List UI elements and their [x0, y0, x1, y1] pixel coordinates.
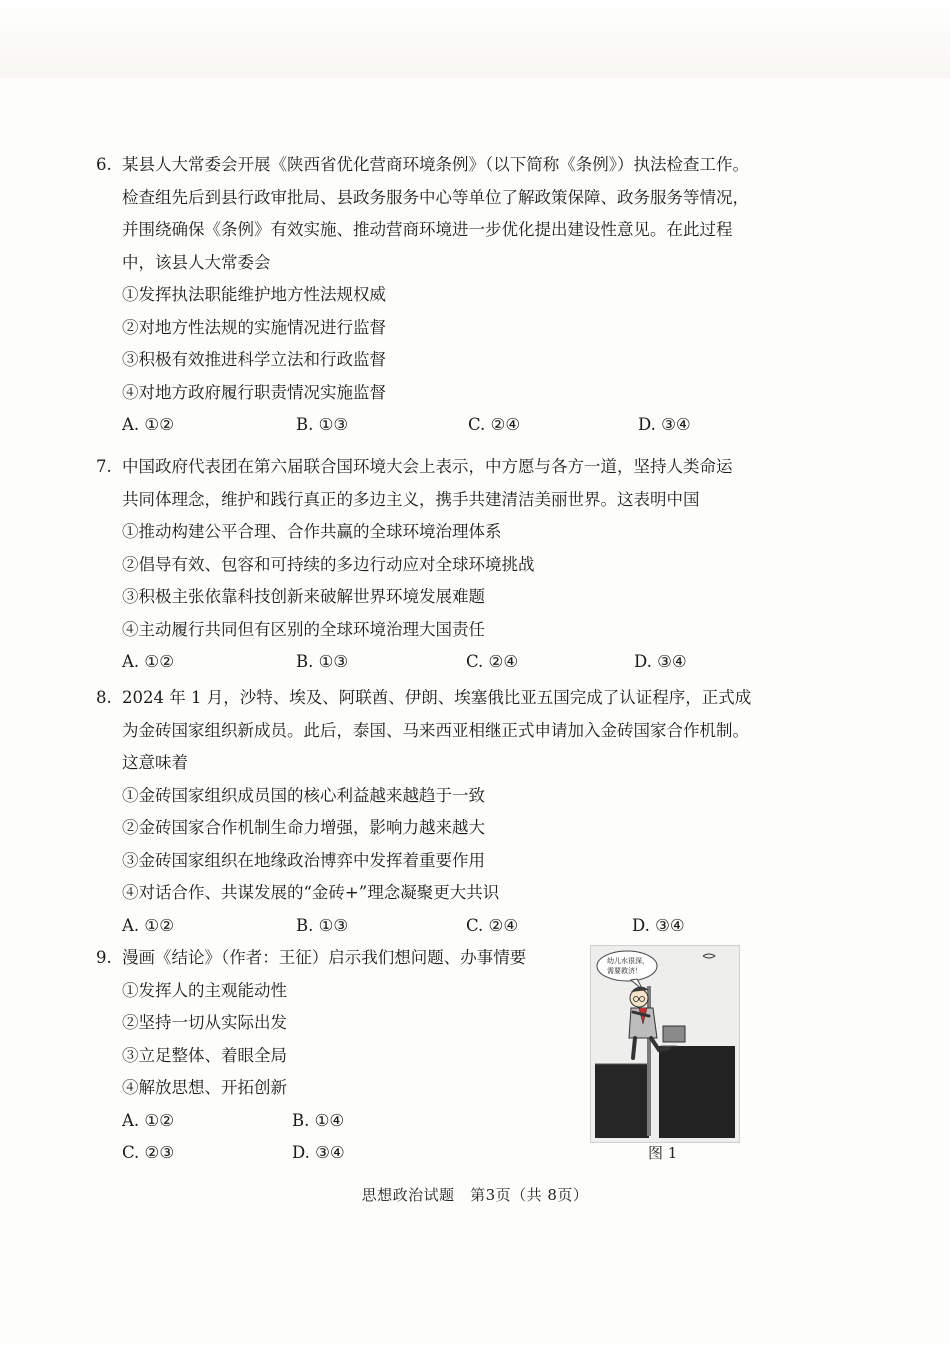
- answer-d: D. ③④: [632, 915, 685, 935]
- question-6-answers: [96, 409, 816, 442]
- question-9-option-4: ④解放思想、开拓创新: [122, 1078, 287, 1097]
- question-9-answers-row-2: [96, 1137, 576, 1170]
- question-8-stem-line-1: 8. 2024 年 1 月，沙特、埃及、阿联酋、伊朗、埃塞俄比亚五国完成了认证程序，正式成: [96, 682, 816, 715]
- answer-a: A. ①②: [122, 652, 174, 671]
- question-6-option-2: ②对地方性法规的实施情况进行监督: [122, 317, 386, 337]
- question-8-option-1: ①金砖国家组织成员国的核心利益越来越趋于一致: [122, 785, 485, 805]
- question-9: [96, 942, 576, 1170]
- question-8-stem-line-3: 这意味着: [122, 753, 188, 772]
- question-7-option-2: ②倡导有效、包容和可持续的多边行动应对全球环境挑战: [122, 554, 535, 574]
- question-8-option-2: ②金砖国家合作机制生命力增强，影响力越来越大: [122, 818, 485, 837]
- answer-a: A. ①②: [122, 415, 174, 434]
- answer-b: B. ①③: [296, 415, 349, 434]
- answer-a: A. ①②: [122, 915, 174, 935]
- answer-c: C. ②④: [466, 915, 519, 935]
- question-6-stem-line-3: 并围绕确保《条例》有效实施、推动营商环境进一步优化提出建设性意见。在此过程: [122, 220, 733, 239]
- page-footer: 思想政治试题 第3页（共 8页）: [361, 1186, 589, 1204]
- question-8-stem-line-2: 为金砖国家组织新成员。此后，泰国、马来西亚相继正式申请加入金砖国家合作机制。: [122, 720, 749, 740]
- question-9-stem: 9. 漫画《结论》（作者：王征）启示我们想问题、办事情要: [96, 942, 576, 975]
- speech-line-2: 需要救济！: [607, 967, 642, 975]
- answer-c: C. ②④: [468, 415, 521, 434]
- answer-d: D. ③④: [634, 652, 687, 671]
- question-7-option-1: ①推动构建公平合理、合作共赢的全球环境治理体系: [122, 522, 502, 541]
- question-6-stem-line-2: 检查组先后到县行政审批局、县政务服务中心等单位了解政策保障、政务服务等情况，: [122, 187, 749, 207]
- question-7-stem-line-1: 7. 中国政府代表团在第六届联合国环境大会上表示，中方愿与各方一道，坚持人类命运: [96, 451, 816, 484]
- question-6-option-4: ④对地方政府履行职责情况实施监督: [122, 382, 386, 402]
- answer-b: B. ①③: [296, 915, 349, 935]
- question-9-option-1: ①发挥人的主观能动性: [122, 980, 287, 1000]
- question-6-option-3: ③积极有效推进科学立法和行政监督: [122, 350, 386, 369]
- question-7: [96, 451, 816, 679]
- answer-d: D. ③④: [638, 415, 691, 434]
- speech-line-1: 幼儿水很深，: [607, 957, 649, 965]
- question-8: [96, 682, 816, 942]
- answer-a: A. ①②: [122, 1110, 174, 1130]
- question-number: 8.: [96, 688, 112, 707]
- answer-d: D. ③④: [292, 1143, 345, 1162]
- question-number: 6.: [96, 155, 112, 174]
- cartoon-illustration: [591, 946, 739, 1142]
- question-9-option-3: ③立足整体、着眼全局: [122, 1045, 287, 1065]
- scan-top-band: [0, 0, 950, 78]
- question-9-answers-row-1: [96, 1105, 576, 1138]
- question-7-stem-line-2: 共同体理念，维护和践行真正的多边主义，携手共建清洁美丽世界。这表明中国: [122, 489, 700, 509]
- question-7-option-4: ④主动履行共同但有区别的全球环境治理大国责任: [122, 619, 485, 639]
- question-8-answers: [96, 910, 816, 943]
- answer-b: B. ①③: [296, 652, 349, 671]
- question-number: 7.: [96, 457, 112, 476]
- answer-c: C. ②④: [466, 652, 519, 671]
- answer-c: C. ②③: [122, 1143, 175, 1162]
- cartoon-figure: [590, 945, 740, 1143]
- question-7-answers: [96, 646, 816, 679]
- question-8-option-4: ④对话合作、共谋发展的“金砖+”理念凝聚更大共识: [122, 883, 500, 902]
- question-6: [96, 149, 816, 442]
- question-8-option-3: ③金砖国家组织在地缘政治博弈中发挥着重要作用: [122, 850, 485, 870]
- figure-caption: 图 1: [648, 1144, 678, 1162]
- question-6-option-1: ①发挥执法职能维护地方性法规权威: [122, 285, 386, 304]
- question-6-stem-line-4: 中，该县人大常委会: [122, 252, 271, 272]
- answer-b: B. ①④: [292, 1110, 345, 1130]
- question-6-stem-line-1: 6. 某县人大常委会开展《陕西省优化营商环境条例》（以下简称《条例》）执法检查工作。: [96, 149, 816, 182]
- question-7-option-3: ③积极主张依靠科技创新来破解世界环境发展难题: [122, 587, 485, 606]
- question-9-option-2: ②坚持一切从实际出发: [122, 1013, 287, 1032]
- question-number: 9.: [96, 948, 112, 967]
